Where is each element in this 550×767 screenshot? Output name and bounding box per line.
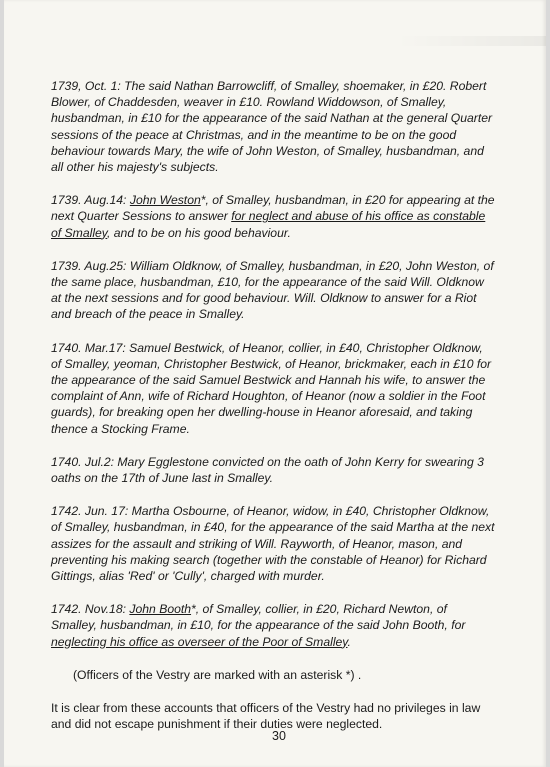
entry-1739-aug-25: 1739. Aug.25: William Oldknow, of Smalley, husbandman, in £20, John Weston, of the same place, husbandman, £10, for the appearance of the said Will. Oldknow at the next sessions and for good behaviour. Will. Oldknow to answer for a Riot and breach of the peace in Smalley. (51, 258, 494, 322)
show-through-shadow (396, 36, 546, 46)
offence-text: neglecting his office as overseer of the Poor of Smalley (51, 634, 348, 649)
entry-suffix: . (347, 634, 351, 649)
entry-1742-nov-18 (51, 601, 496, 650)
entry-1739-aug-14 (51, 192, 496, 241)
document-page (4, 0, 546, 767)
page-number: 30 (272, 729, 286, 743)
officer-name: John Booth (129, 602, 192, 617)
entry-1740-mar-17: 1740. Mar.17: Samuel Bestwick, of Heanor, collier, in £40, Christopher Oldknow, of Smalley, yeoman, Christopher Bestwick, of Heanor, brickmaker, each in £10 for the appearance of the said Samuel Bestwick and Hannah his wife, to answer the complaint of Ann, wife of Richard Houghton, of Heanor (now a soldier in the Foot guards), for breaking open her dwelling-house in Heanor aforesaid, and taking thence a Stocking Frame. (51, 340, 492, 436)
closing-paragraph: It is clear from these accounts that officers of the Vestry had no privileges in law and did not escape punishment if their duties were neglected. (51, 701, 481, 732)
entry-date: 1739. Aug.14: (51, 193, 130, 208)
entry-1740-jul-2: 1740. Jul.2: Mary Egglestone convicted on the oath of John Kerry for swearing 3 oaths on the 17th of June last in Smalley. (51, 454, 484, 486)
offence-text: for neglect and abuse of his office as constable of Smalley (51, 209, 486, 240)
entry-text: *, of Smalley, collier, in £20, Richard Newton, of Smalley, husbandman, in £10, for the appearance of the said John Booth, for (51, 602, 466, 633)
entry-1742-jun-17: 1742. Jun. 17: Martha Osbourne, of Heanor, widow, in £40, Christopher Oldknow, of Smalley, husbandman, in £40, for the appearance of the said Martha at the next assizes for the assault and striking of Will. Rayworth, of Heanor, mason, and preventing his making search (together with the constable of Heanor) for Richard Gittings, alias 'Red' or 'Cully', charged with murder. (51, 504, 495, 584)
officer-name: John Weston (129, 193, 201, 208)
entry-1739-oct-1: 1739, Oct. 1: The said Nathan Barrowcliff, of Smalley, shoemaker, in £20. Robert Blower, of Chaddesden, weaver in £10. Rowland Widdowson, of Smalley, husbandman, in £10 for the appearance of the said Nathan at the general Quarter sessions of the peace at Christmas, and in the meantime to be on the good behaviour towards Mary, the wife of John Weston, of Smalley, husbandman, and all other his majesty's subjects. (51, 79, 493, 175)
entry-date: 1742. Nov.18: (51, 602, 130, 617)
entry-suffix: , and to be on his good behaviour. (107, 225, 291, 240)
entry-text: *, of Smalley, husbandman, in £20 for appearing at the next Quarter Sessions to answer (51, 193, 495, 224)
asterisk-note: (Officers of the Vestry are marked with an asterisk *) . (73, 667, 362, 682)
page-body (51, 78, 496, 733)
